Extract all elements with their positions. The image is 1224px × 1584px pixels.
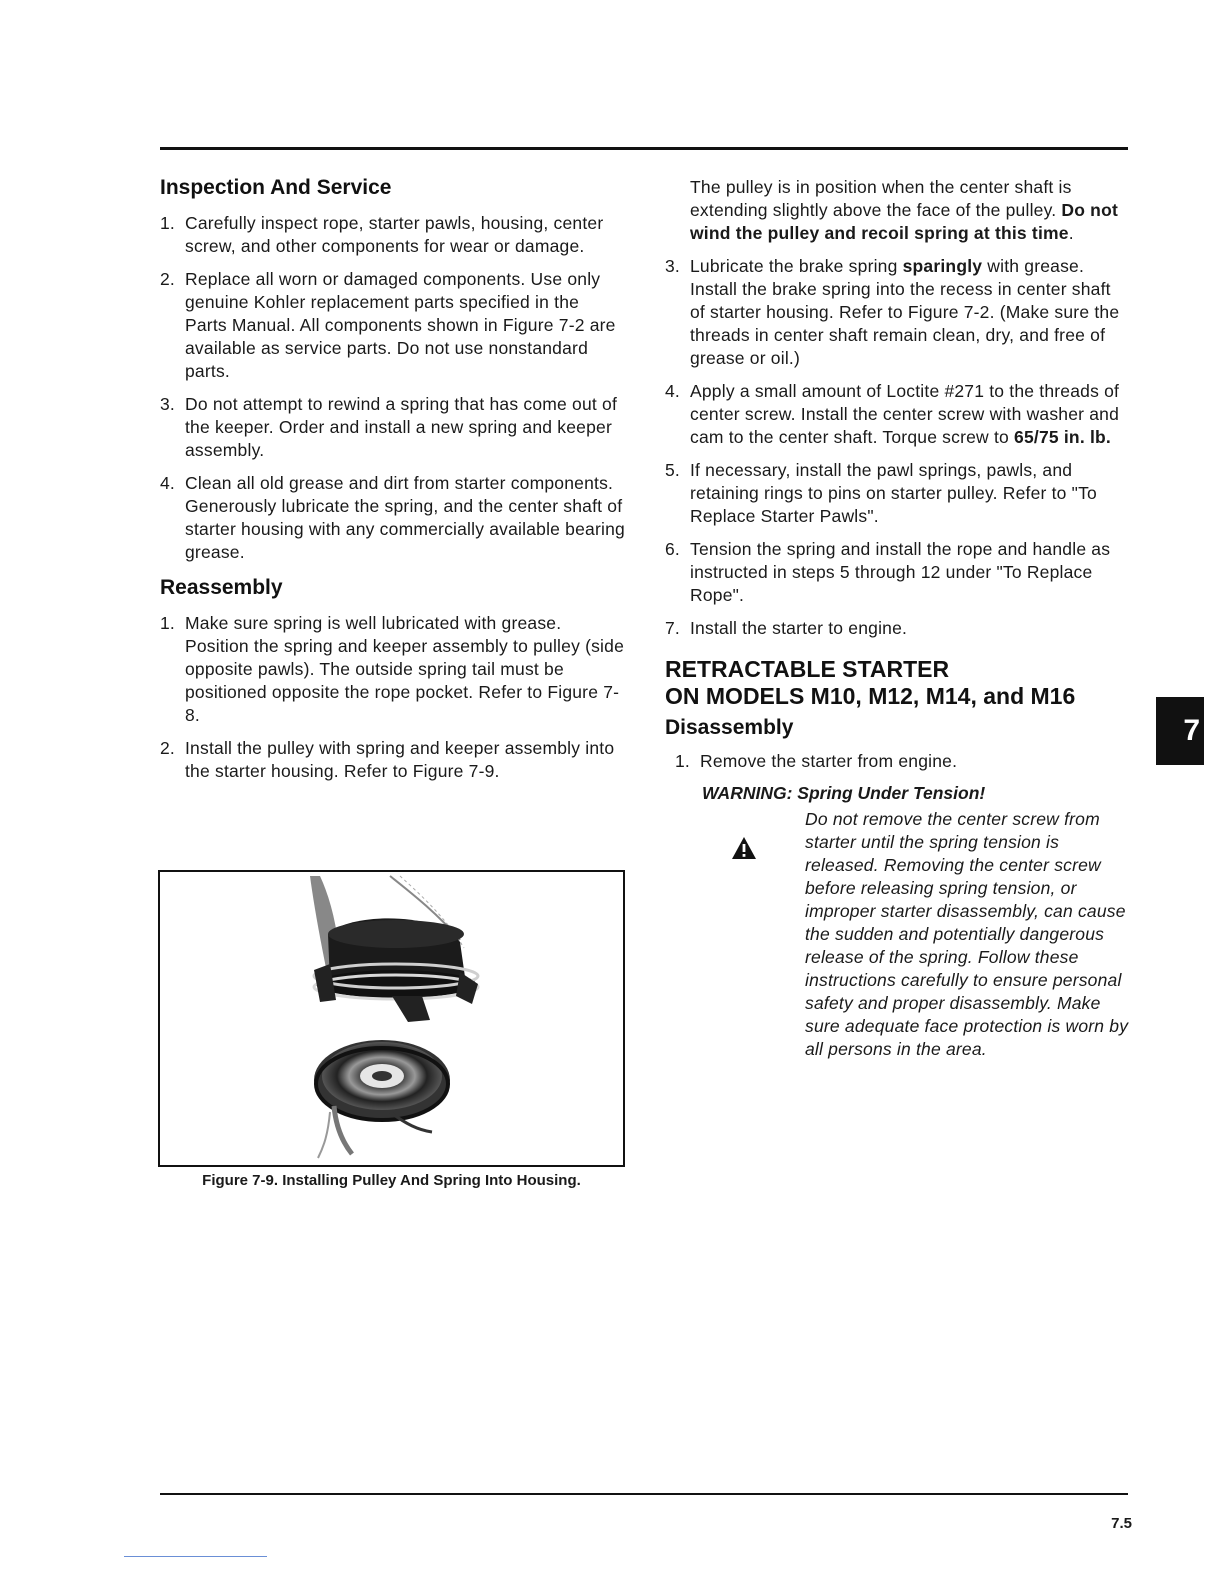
pulley-housing-illustration [160,872,623,1165]
list-item: 1. Remove the starter from engine. [675,751,958,771]
list-item: 3. Lubricate the brake spring sparingly with grease. Install the brake spring into the recess in center shaft of starter housing. Refer to Figure 7-2. (Make sure the threads in center shaft remain clean, dry, and free of grease or oil.) [665,256,1120,368]
top-rule [160,147,1128,150]
list-item: 1. Make sure spring is well lubricated with grease. Position the spring and keeper assembly to pulley (side opposite pawls). The outside spring tail must be positioned opposite the rope pocket. Refer to Figure 7-8. [160,613,625,725]
figure-7-9-photo [158,870,625,1167]
inspection-steps [160,212,625,564]
chapter-tab: 7 [1156,697,1204,765]
list-item: 1. Carefully inspect rope, starter pawls, housing, center screw, and other components for wear or damage. [160,213,604,256]
retractable-starter-heading: RETRACTABLE STARTER ON MODELS M10, M12, M14, and M16 [665,656,1076,709]
warning-triangle-icon [731,836,757,860]
inspection-heading: Inspection And Service [160,176,392,199]
list-item: 4. Apply a small amount of Loctite #271 to the threads of center screw. Install the center screw with washer and cam to the center shaft. Torque screw to 65/75 in. lb. [665,381,1120,447]
list-item: 3. Do not attempt to rewind a spring that has come out of the keeper. Order and install a new spring and keeper assembly. [160,394,618,460]
disassembly-heading: Disassembly [665,716,794,739]
list-item: 2. Replace all worn or damaged components. Use only genuine Kohler replacement parts specified in the Parts Manual. All components shown in Figure 7-2 are available as service parts. Do not use nonstandard parts. [160,269,616,381]
scan-artifact-line [124,1556,267,1557]
reassembly-steps [160,612,625,783]
disassembly-steps [665,750,1130,773]
list-item: 4. Clean all old grease and dirt from starter components. Generously lubricate the spring, and the center shaft of starter housing with any commercially available bearing grease. [160,473,625,562]
list-item: 5. If necessary, install the pawl springs, pawls, and retaining rings to pins on starter pulley. Refer to "To Replace Starter Pawls". [665,460,1097,526]
reassembly-heading: Reassembly [160,576,283,599]
warning-text: Do not remove the center screw from starter until the spring tension is released. Removing the center screw before releasing spring tension, or improper starter disassembly, can cause the sudden and potentially dangerous release of the spring. Follow these instructions carefully to ensure personal safety and proper disassembly. Make sure adequate face protection is worn by all persons in the area. [805,809,1129,1059]
bottom-rule [160,1493,1128,1495]
page-number: 7.5 [1111,1515,1132,1532]
list-item: 6. Tension the spring and install the rope and handle as instructed in steps 5 through 12 under "To Replace Rope". [665,539,1111,605]
reassembly-steps-continued [665,255,1130,640]
list-item: 2. Install the pulley with spring and keeper assembly into the starter housing. Refer to Figure 7-9. [160,738,615,781]
warning-title: WARNING: Spring Under Tension! [702,783,986,803]
right-column [665,176,1130,1061]
continued-paragraph: The pulley is in position when the center shaft is extending slightly above the face of the pulley. Do not wind the pulley and recoil spring at this time. [690,177,1118,243]
list-item: 7. Install the starter to engine. [665,618,908,638]
warning-block [665,808,1130,1061]
figure-caption: Figure 7-9. Installing Pulley And Spring Into Housing. [202,1172,581,1189]
left-column [160,176,625,793]
